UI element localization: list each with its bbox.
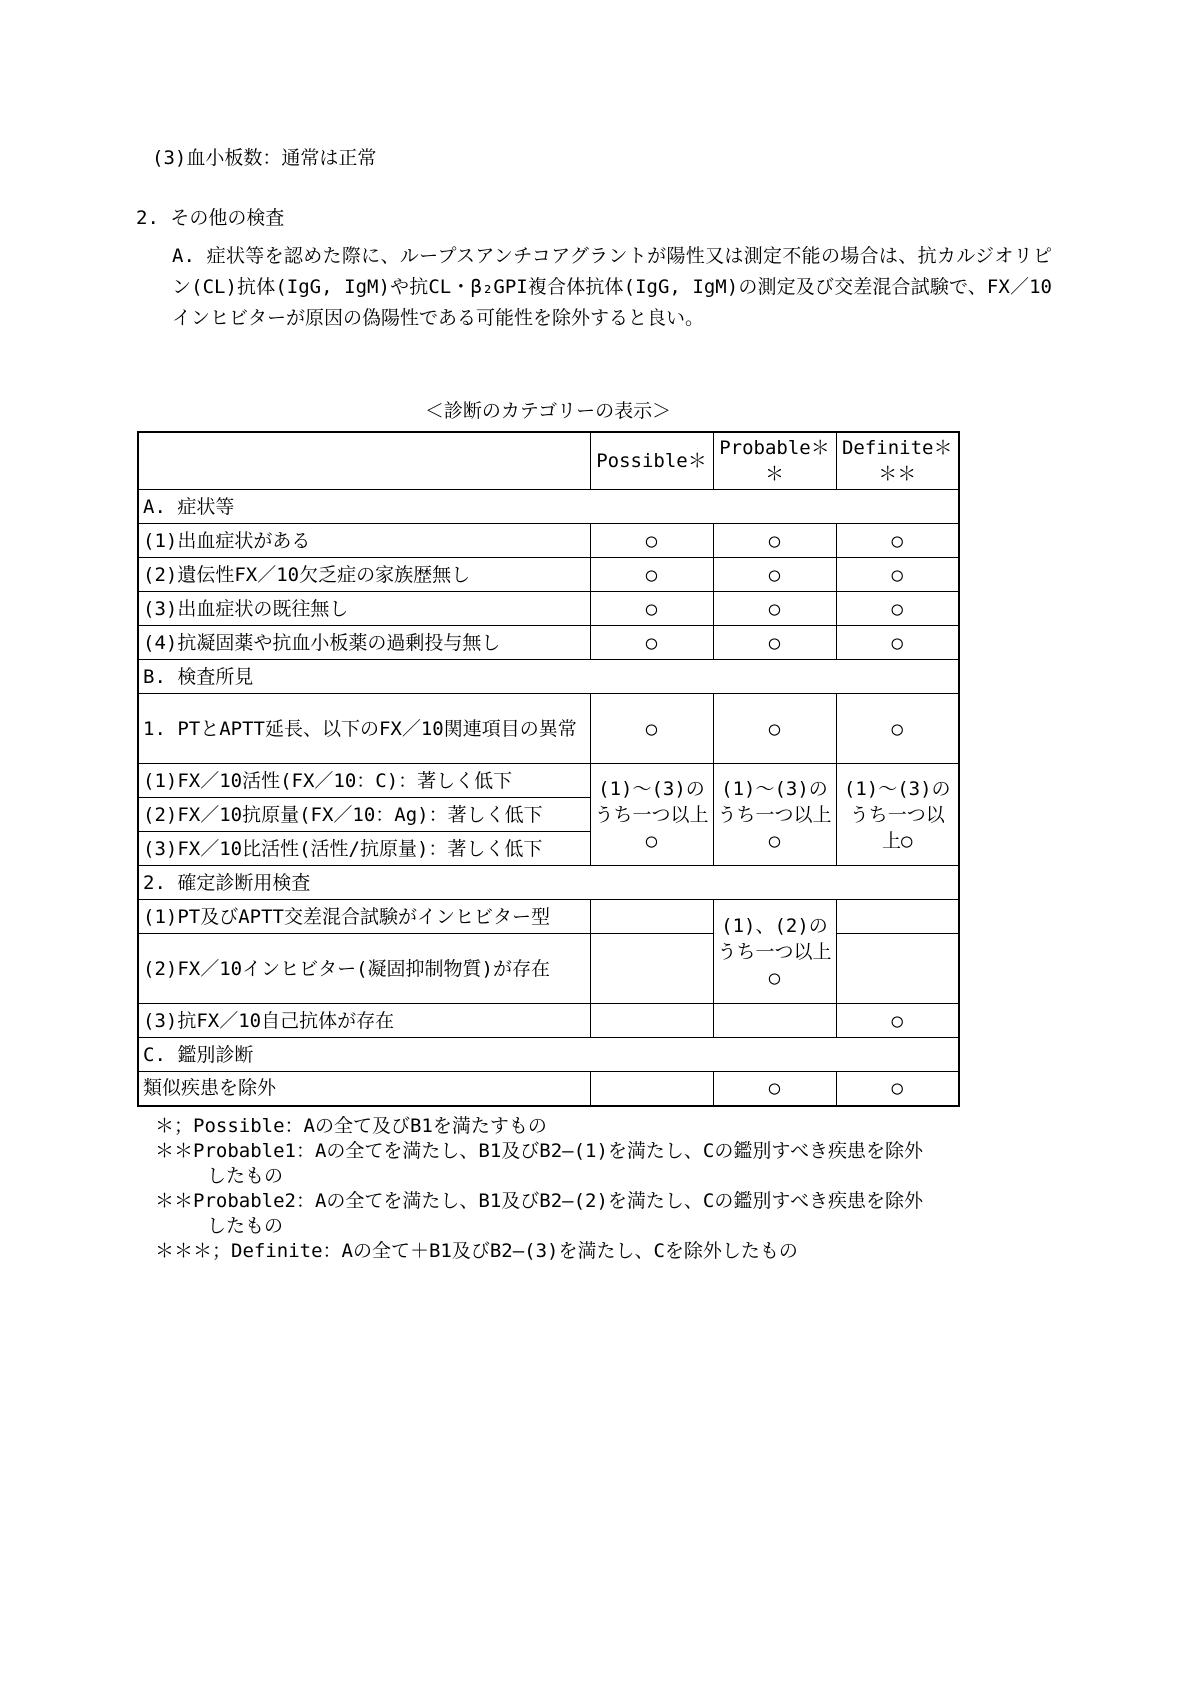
column-header-probable: Probable＊＊ <box>713 432 836 490</box>
section-b2-row <box>138 866 959 900</box>
criterion-c-exclude-label: 類似疾患を除外 <box>138 1072 590 1106</box>
circle-mark: ○ <box>836 626 959 660</box>
diagnosis-category-table <box>137 431 960 1107</box>
criterion-row-c3 <box>138 1004 959 1038</box>
empty-mark-cell <box>836 900 959 934</box>
section-c-row <box>138 1038 959 1072</box>
empty-mark-cell <box>590 1072 713 1106</box>
empty-mark-cell <box>590 1004 713 1038</box>
criterion-row-c2 <box>138 934 959 1004</box>
criterion-b1-label: 1. PTとAPTT延長、以下のFX／10関連項目の異常 <box>138 694 590 764</box>
criterion-c3-label: (3)抗FX／10自己抗体が存在 <box>138 1004 590 1038</box>
empty-mark-cell <box>590 934 713 1004</box>
empty-mark-cell <box>836 934 959 1004</box>
section-b-header: B. 検査所見 <box>138 660 959 694</box>
circle-mark: ○ <box>590 694 713 764</box>
other-tests-heading: 2. その他の検査 <box>136 207 285 229</box>
circle-mark: ○ <box>836 592 959 626</box>
criterion-row-a2 <box>138 558 959 592</box>
criterion-a3-label: (3)出血症状の既往無し <box>138 592 590 626</box>
criterion-row-c1 <box>138 900 959 934</box>
column-header-possible: Possible＊ <box>590 432 713 490</box>
circle-mark: ○ <box>836 558 959 592</box>
criterion-row-a3 <box>138 592 959 626</box>
criterion-row-b2-1 <box>138 764 959 798</box>
footnote-probable1-cont: したもの <box>207 1164 284 1187</box>
circle-mark: ○ <box>836 694 959 764</box>
header-empty-cell <box>138 432 590 490</box>
footnote-possible: ＊；Possible：Aの全て及びB1を満たすもの <box>155 1114 547 1137</box>
circle-mark: ○ <box>590 558 713 592</box>
section-a-header: A. 症状等 <box>138 490 959 524</box>
criterion-row-b1 <box>138 694 959 764</box>
criterion-row-a4 <box>138 626 959 660</box>
diagnosis-table-title: ＜診断のカテゴリーの表示＞ <box>424 400 672 422</box>
empty-mark-cell <box>713 1004 836 1038</box>
circle-mark: ○ <box>590 592 713 626</box>
circle-mark: ○ <box>713 1072 836 1106</box>
circle-mark: ○ <box>713 524 836 558</box>
criterion-c2-label: (2)FX／10インヒビター(凝固抑制物質)が存在 <box>138 934 590 1004</box>
circle-mark: ○ <box>590 626 713 660</box>
merged-condition-probable: (1)～(3)のうち一つ以上○ <box>713 764 836 866</box>
criterion-c1-label: (1)PT及びAPTT交差混合試験がインヒビター型 <box>138 900 590 934</box>
section-b2-header: 2. 確定診断用検査 <box>138 866 959 900</box>
criterion-b2-1-label: (1)FX／10活性(FX／10：C)：著しく低下 <box>138 764 590 798</box>
circle-mark: ○ <box>713 626 836 660</box>
criterion-a4-label: (4)抗凝固薬や抗血小板薬の過剰投与無し <box>138 626 590 660</box>
circle-mark: ○ <box>713 592 836 626</box>
footnote-probable2: ＊＊Probable2：Aの全てを満たし、B1及びB2―(2)を満たし、Cの鑑別すべき疾患を除外 <box>155 1189 923 1212</box>
footnote-probable2-cont: したもの <box>207 1214 284 1237</box>
circle-mark: ○ <box>836 524 959 558</box>
platelet-count-note: (3)血小板数：通常は正常 <box>152 147 377 169</box>
section-a-row <box>138 490 959 524</box>
footnote-probable1: ＊＊Probable1：Aの全てを満たし、B1及びB2―(1)を満たし、Cの鑑別すべき疾患を除外 <box>155 1139 923 1162</box>
criterion-b2-2-label: (2)FX／10抗原量(FX／10：Ag)：著しく低下 <box>138 798 590 832</box>
section-b-row <box>138 660 959 694</box>
footnote-definite: ＊＊＊；Definite：Aの全て＋B1及びB2―(3)を満たし、Cを除外したもの <box>155 1239 798 1262</box>
criterion-a1-label: (1)出血症状がある <box>138 524 590 558</box>
circle-mark: ○ <box>836 1004 959 1038</box>
circle-mark: ○ <box>713 558 836 592</box>
other-tests-paragraph: A. 症状等を認めた際に、ループスアンチコアグラントが陽性又は測定不能の場合は、抗カルジオリピン(CL)抗体(IgG, IgM)や抗CL・β₂GPI複合体抗体(IgG, IgM)の測定及び交差混合試験で、FX／10インヒビターが原因の偽陽性である可能性を除外すると良い。 <box>172 245 1052 329</box>
empty-mark-cell <box>590 900 713 934</box>
header-row <box>138 432 959 490</box>
column-header-definite: Definite＊＊＊ <box>836 432 959 490</box>
criterion-a2-label: (2)遺伝性FX／10欠乏症の家族歴無し <box>138 558 590 592</box>
merged-condition-probable-2: (1)、(2)のうち一つ以上○ <box>713 900 836 1004</box>
circle-mark: ○ <box>590 524 713 558</box>
section-c-header: C. 鑑別診断 <box>138 1038 959 1072</box>
criterion-row-c-exclude <box>138 1072 959 1106</box>
criterion-b2-3-label: (3)FX／10比活性(活性/抗原量)：著しく低下 <box>138 832 590 866</box>
merged-condition-possible: (1)～(3)のうち一つ以上○ <box>590 764 713 866</box>
circle-mark: ○ <box>836 1072 959 1106</box>
footnotes <box>155 1114 1181 1264</box>
circle-mark: ○ <box>713 694 836 764</box>
criterion-row-a1 <box>138 524 959 558</box>
merged-condition-definite: (1)～(3)のうち一つ以上○ <box>836 764 959 866</box>
